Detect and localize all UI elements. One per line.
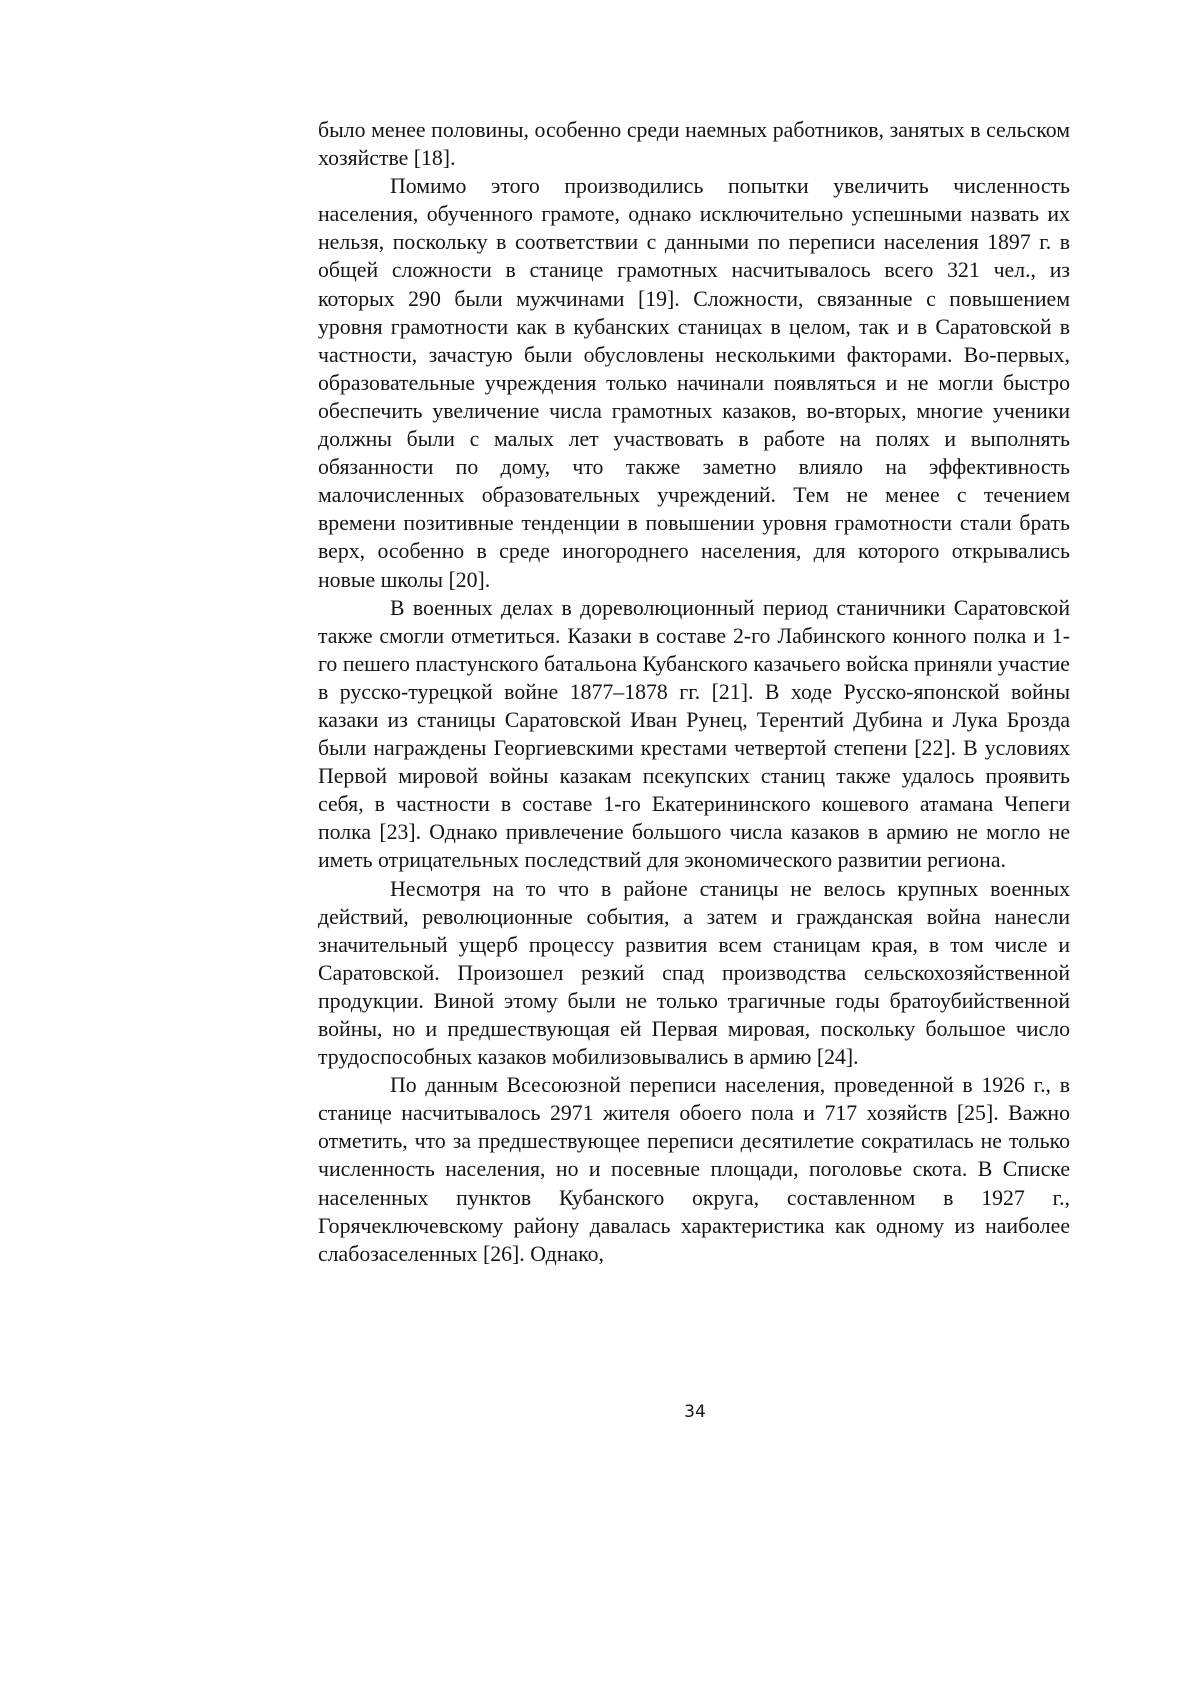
paragraph-census-1926: По данным Всесоюзной переписи населения, проведенной в 1926 г., в станице насчитывалось 2971 жителя обоего пола и 717 хозяйств [25]. Важно отметить, что за предшествующее переписи десятилетие сократилась не только численность населения, но и посевные площади, поголовье скота. В Списке населенных пунктов Кубанского округа, составленном в 1927 г., Горячеключевскому району давалась характеристика как одному из наиболее слабозаселенных [26]. Однако, xyxy=(318,1073,1070,1266)
paragraph-literacy: Помимо этого производились попытки увеличить численность населения, обученного грамоте, однако исключительно успешными назвать их нельзя, поскольку в соответствии с данными по переписи населения 1897 г. в общей сложности в станице грамотных насчитывалось всего 321 чел., из которых 290 были мужчинами [19]. Сложности, связанные с повышением уровня грамотности как в кубанских станицах в целом, так и в Саратовской в частности, зачастую были обусловлены несколькими факторами. Во-первых, образовательные учреждения только начинали появляться и не могли быстро обеспечить увеличение числа грамотных казаков, во-вторых, многие ученики должны были с малых лет участвовать в работе на полях и выполнять обязанности по дому, что также заметно влияло на эффективность малочисленных образовательных учреждений. Тем не менее с течением времени позитивные тенденции в повышении уровня грамотности стали брать верх, особенно в среде иногороднего населения, для которого открывались новые школы [20]. xyxy=(318,174,1070,592)
paragraph-civil-war: Несмотря на то что в районе станицы не велось крупных военных действий, революционные события, а затем и гражданская война нанесли значительный ущерб процессу развития всем станицам края, в том числе и Саратовской. Произошел резкий спад производства сельскохозяйственной продукции. Виной этому были не только трагичные годы братоубийственной войны, но и предшествующая ей Первая мировая, поскольку большое число трудоспособных казаков мобилизовывались в армию [24]. xyxy=(318,876,1070,1070)
body-text xyxy=(318,116,1070,1268)
page-number: 34 xyxy=(684,1402,706,1422)
paragraph-military: В военных делах в дореволюционный период станичники Саратовской также смогли отметиться. Казаки в составе 2-го Лабинского конного полка и 1-го пешего пластунского батальона Кубанского казачьего войска приняли участие в русско-турецкой войне 1877–1878 гг. [21]. В ходе Русско-японской войны казаки из станицы Саратовской Иван Рунец, Терентий Дубина и Лука Брозда были награждены Георгиевскими крестами четвертой степени [22]. В условиях Первой мировой войны казакам псекупских станиц также удалось проявить себя, в частности в составе 1-го Екатерининского кошевого атамана Чепеги полка [23]. Однако привлечение большого числа казаков в армию не могло не иметь отрицательных последствий для экономического развитии региона. xyxy=(318,595,1070,873)
paragraph-continuation: было менее половины, особенно среди наемных работников, занятых в сельском хозяйстве [18]. xyxy=(318,118,1070,171)
